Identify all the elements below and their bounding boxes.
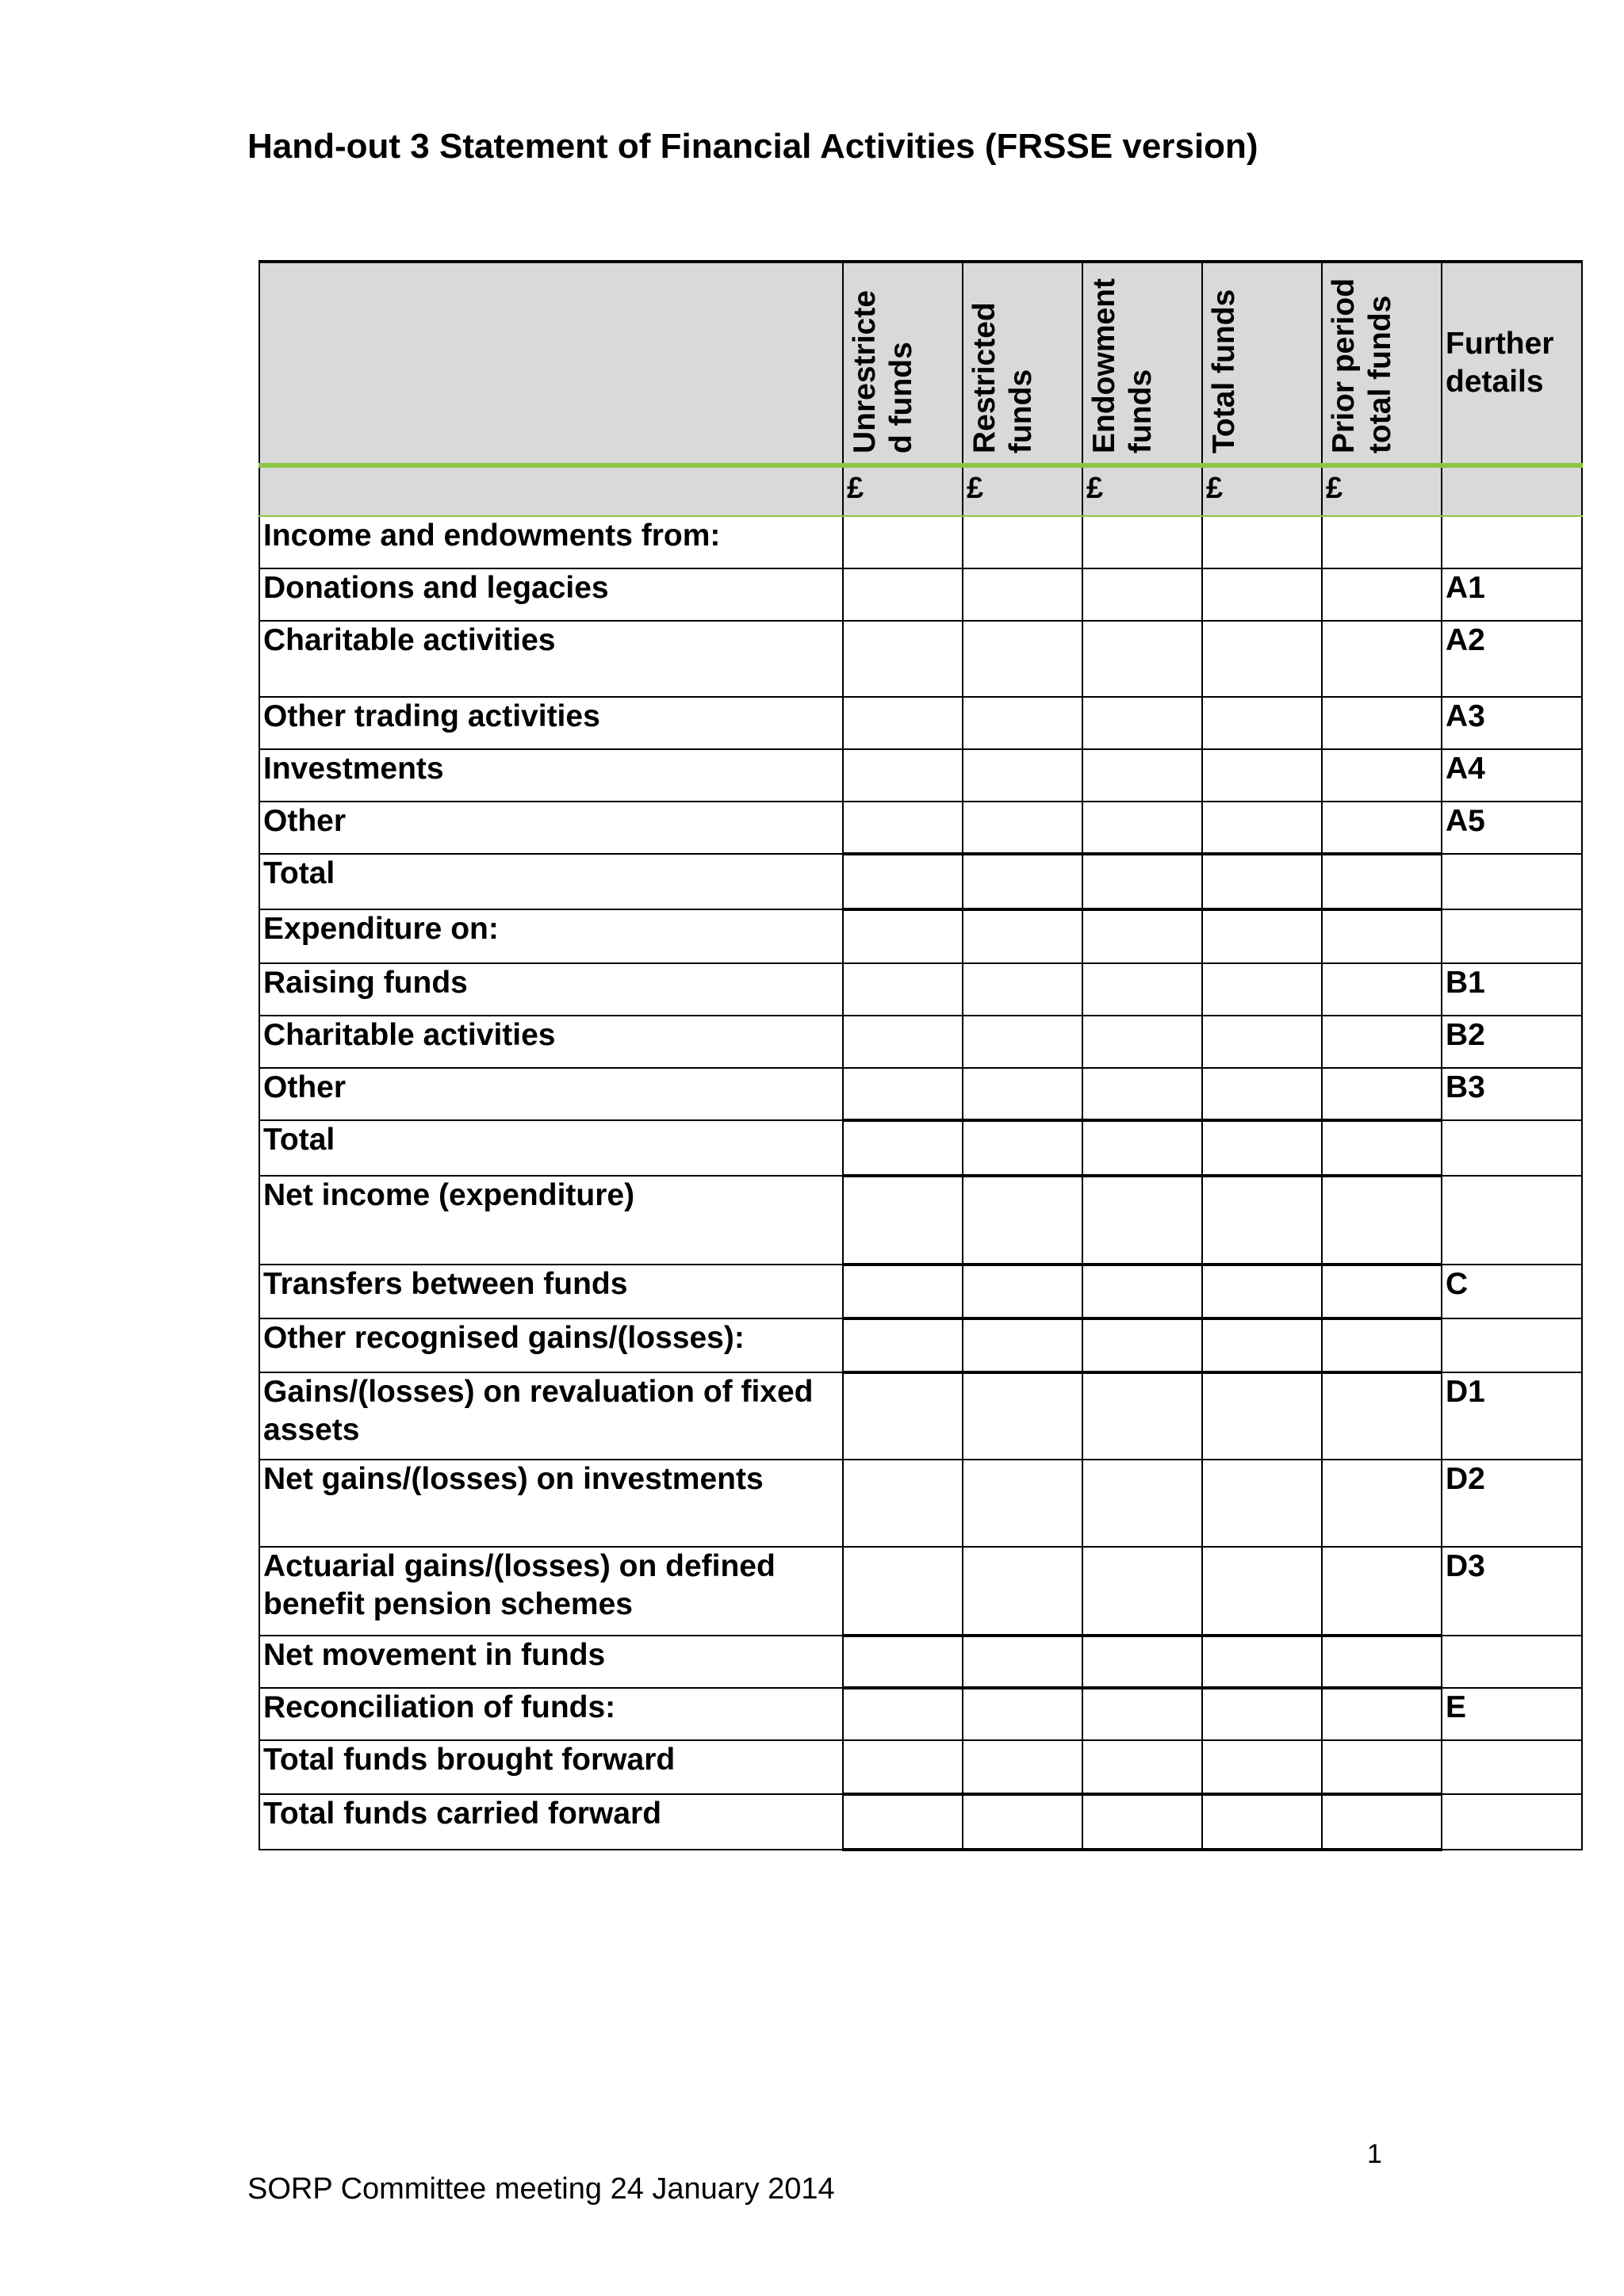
amount-cell[interactable] [963,1740,1082,1794]
page-number: 1 [1367,2139,1382,2169]
row-reference [1442,1176,1582,1265]
header-prior-period-total-funds [1322,262,1442,465]
currency-row [259,465,1582,516]
row-label: Other trading activities [259,697,843,749]
amount-cell[interactable] [1082,854,1202,909]
amount-cell[interactable] [1202,1636,1322,1688]
amount-cell[interactable] [1202,854,1322,909]
amount-cell[interactable] [1322,1688,1442,1740]
row-label: Reconciliation of funds: [259,1688,843,1740]
amount-cell[interactable] [963,1120,1082,1176]
table-row [259,1794,1582,1850]
amount-cell[interactable] [1202,1016,1322,1068]
row-label: Charitable activities [259,1016,843,1068]
row-reference: B2 [1442,1016,1582,1068]
currency-symbol: £ [843,465,963,516]
header-blank-cell [259,262,843,465]
amount-cell[interactable] [1202,1460,1322,1547]
table-row [259,1318,1582,1372]
sofa-table [259,260,1583,1851]
footer: SORP Committee meeting 24 January 2014 [247,2172,835,2206]
table-body [259,516,1582,1850]
amount-cell[interactable] [1082,802,1202,854]
amount-cell[interactable] [1202,516,1322,568]
amount-cell[interactable] [843,621,963,697]
amount-cell[interactable] [1322,568,1442,621]
amount-cell[interactable] [963,1688,1082,1740]
amount-cell[interactable] [1202,568,1322,621]
amount-cell[interactable] [843,909,963,963]
amount-cell[interactable] [963,802,1082,854]
amount-cell[interactable] [1322,1265,1442,1318]
row-reference: C [1442,1265,1582,1318]
amount-cell[interactable] [1202,1372,1322,1460]
amount-cell[interactable] [843,1688,963,1740]
amount-cell[interactable] [963,697,1082,749]
table-row [259,1688,1582,1740]
amount-cell[interactable] [1322,802,1442,854]
amount-cell[interactable] [1082,1120,1202,1176]
amount-cell[interactable] [1322,1120,1442,1176]
amount-cell[interactable] [1082,749,1202,802]
amount-cell[interactable] [1082,909,1202,963]
row-reference: A3 [1442,697,1582,749]
table-row [259,749,1582,802]
row-label: Income and endowments from: [259,516,843,568]
currency-blank-cell [259,465,843,516]
amount-cell[interactable] [1322,1068,1442,1120]
amount-cell[interactable] [963,749,1082,802]
amount-cell[interactable] [1082,516,1202,568]
header-endowment-funds-label: Endowment funds [1087,278,1158,453]
amount-cell[interactable] [1202,909,1322,963]
amount-cell[interactable] [843,1794,963,1850]
amount-cell[interactable] [1202,1318,1322,1372]
amount-cell[interactable] [843,1547,963,1636]
amount-cell[interactable] [1202,1740,1322,1794]
amount-cell[interactable] [1202,749,1322,802]
header-row [259,262,1582,465]
table-row [259,1068,1582,1120]
row-reference [1442,1120,1582,1176]
amount-cell[interactable] [843,568,963,621]
amount-cell[interactable] [843,1372,963,1460]
header-prior-period-label: Prior period total funds [1327,277,1397,453]
currency-symbol: £ [963,465,1082,516]
table-row [259,621,1582,697]
row-reference: B3 [1442,1068,1582,1120]
amount-cell[interactable] [1082,1265,1202,1318]
amount-cell[interactable] [963,1068,1082,1120]
table-row [259,568,1582,621]
table-row [259,1460,1582,1547]
amount-cell[interactable] [1202,621,1322,697]
amount-cell[interactable] [1322,697,1442,749]
amount-cell[interactable] [843,1636,963,1688]
row-reference: E [1442,1688,1582,1740]
amount-cell[interactable] [843,1016,963,1068]
amount-cell[interactable] [963,1636,1082,1688]
amount-cell[interactable] [843,1265,963,1318]
row-reference: D2 [1442,1460,1582,1547]
amount-cell[interactable] [1322,854,1442,909]
row-label: Total [259,854,843,909]
row-reference [1442,854,1582,909]
amount-cell[interactable] [1082,1688,1202,1740]
header-restricted-funds [963,262,1082,465]
row-label: Total [259,1120,843,1176]
table-row [259,854,1582,909]
row-reference: D1 [1442,1372,1582,1460]
amount-cell[interactable] [843,1740,963,1794]
currency-symbol: £ [1082,465,1202,516]
table-row [259,1120,1582,1176]
amount-cell[interactable] [963,1016,1082,1068]
amount-cell[interactable] [1082,1068,1202,1120]
table-row [259,1740,1582,1794]
row-label: Charitable activities [259,621,843,697]
row-reference: A2 [1442,621,1582,697]
row-label: Investments [259,749,843,802]
amount-cell[interactable] [1202,1265,1322,1318]
header-total-funds [1202,262,1322,465]
amount-cell[interactable] [1082,963,1202,1016]
amount-cell[interactable] [1322,1176,1442,1265]
amount-cell[interactable] [1322,1794,1442,1850]
table-row [259,909,1582,963]
amount-cell[interactable] [963,854,1082,909]
table-row [259,697,1582,749]
row-reference: D3 [1442,1547,1582,1636]
amount-cell[interactable] [1322,1016,1442,1068]
row-reference [1442,909,1582,963]
row-label: Expenditure on: [259,909,843,963]
amount-cell[interactable] [1202,963,1322,1016]
amount-cell[interactable] [1202,697,1322,749]
page-title: Hand-out 3 Statement of Financial Activities (FRSSE version) [247,127,1258,166]
amount-cell[interactable] [1082,1636,1202,1688]
amount-cell[interactable] [1202,1547,1322,1636]
amount-cell[interactable] [1322,1740,1442,1794]
amount-cell[interactable] [1322,1318,1442,1372]
amount-cell[interactable] [1082,1794,1202,1850]
amount-cell[interactable] [963,1176,1082,1265]
row-label: Net movement in funds [259,1636,843,1688]
amount-cell[interactable] [1322,749,1442,802]
currency-symbol: £ [1322,465,1442,516]
row-reference: A4 [1442,749,1582,802]
amount-cell[interactable] [963,909,1082,963]
amount-cell[interactable] [1082,621,1202,697]
table-row [259,802,1582,854]
row-reference [1442,516,1582,568]
row-label: Other [259,1068,843,1120]
table-row [259,1372,1582,1460]
row-reference [1442,1740,1582,1794]
amount-cell[interactable] [963,1372,1082,1460]
amount-cell[interactable] [1322,516,1442,568]
table-row [259,1547,1582,1636]
row-label: Gains/(losses) on revaluation of fixed assets [259,1372,843,1460]
header-further-details: Further details [1442,262,1582,465]
amount-cell[interactable] [843,1318,963,1372]
amount-cell[interactable] [1322,1460,1442,1547]
amount-cell[interactable] [1202,1120,1322,1176]
amount-cell[interactable] [843,963,963,1016]
amount-cell[interactable] [1322,909,1442,963]
amount-cell[interactable] [843,1176,963,1265]
amount-cell[interactable] [963,1318,1082,1372]
amount-cell[interactable] [1082,1016,1202,1068]
row-label: Other [259,802,843,854]
amount-cell[interactable] [843,697,963,749]
row-label: Other recognised gains/(losses): [259,1318,843,1372]
amount-cell[interactable] [963,1460,1082,1547]
amount-cell[interactable] [843,749,963,802]
amount-cell[interactable] [963,568,1082,621]
row-label: Total funds carried forward [259,1794,843,1850]
row-label: Donations and legacies [259,568,843,621]
header-total-funds-label: Total funds [1207,289,1241,453]
table-row [259,1265,1582,1318]
amount-cell[interactable] [1322,1547,1442,1636]
row-reference [1442,1636,1582,1688]
currency-symbol: £ [1202,465,1322,516]
row-label: Transfers between funds [259,1265,843,1318]
amount-cell[interactable] [843,1120,963,1176]
amount-cell[interactable] [1202,802,1322,854]
amount-cell[interactable] [963,963,1082,1016]
amount-cell[interactable] [1322,1372,1442,1460]
amount-cell[interactable] [843,1068,963,1120]
amount-cell[interactable] [1322,963,1442,1016]
row-reference: A5 [1442,802,1582,854]
amount-cell[interactable] [1082,568,1202,621]
row-reference: A1 [1442,568,1582,621]
amount-cell[interactable] [1202,1176,1322,1265]
row-reference [1442,1318,1582,1372]
amount-cell[interactable] [1082,1176,1202,1265]
amount-cell[interactable] [1202,1688,1322,1740]
amount-cell[interactable] [1082,1318,1202,1372]
amount-cell[interactable] [1082,1372,1202,1460]
amount-cell[interactable] [1202,1068,1322,1120]
table-row [259,1016,1582,1068]
amount-cell[interactable] [843,1460,963,1547]
header-unrestricted-funds-label: Unrestricte d funds [848,290,918,453]
amount-cell[interactable] [843,802,963,854]
header-endowment-funds [1082,262,1202,465]
amount-cell[interactable] [1082,697,1202,749]
amount-cell[interactable] [963,516,1082,568]
row-label: Net income (expenditure) [259,1176,843,1265]
amount-cell[interactable] [843,516,963,568]
amount-cell[interactable] [963,621,1082,697]
amount-cell[interactable] [1322,621,1442,697]
amount-cell[interactable] [1082,1740,1202,1794]
row-label: Actuarial gains/(losses) on defined benefit pension schemes [259,1547,843,1636]
amount-cell[interactable] [1322,1636,1442,1688]
amount-cell[interactable] [843,854,963,909]
amount-cell[interactable] [963,1794,1082,1850]
header-restricted-funds-label: Restricted funds [967,302,1038,453]
amount-cell[interactable] [1082,1547,1202,1636]
row-label: Total funds brought forward [259,1740,843,1794]
row-reference [1442,1794,1582,1850]
table-row [259,1176,1582,1265]
table-row [259,1636,1582,1688]
currency-blank-cell [1442,465,1582,516]
header-unrestricted-funds [843,262,963,465]
amount-cell[interactable] [963,1265,1082,1318]
amount-cell[interactable] [1202,1794,1322,1850]
row-reference: B1 [1442,963,1582,1016]
table-row [259,963,1582,1016]
amount-cell[interactable] [1082,1460,1202,1547]
row-label: Raising funds [259,963,843,1016]
amount-cell[interactable] [963,1547,1082,1636]
table-row [259,516,1582,568]
row-label: Net gains/(losses) on investments [259,1460,843,1547]
